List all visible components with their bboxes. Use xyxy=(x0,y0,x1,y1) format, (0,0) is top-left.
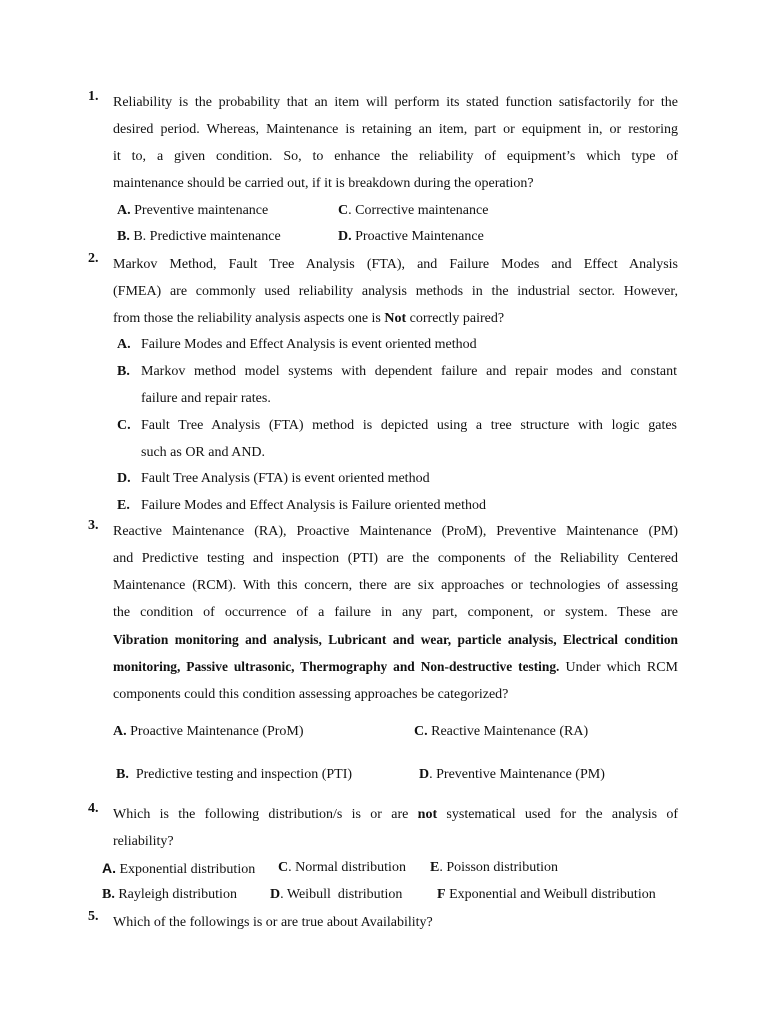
question-text: Which is the following distribution/s is or are not systematical used for the analysis of reliability? xyxy=(113,807,679,849)
option-d[interactable]: D. Proactive Maintenance xyxy=(338,229,484,244)
option-b[interactable]: B. Rayleigh distribution xyxy=(102,887,237,902)
option-c[interactable]: C. Corrective maintenance xyxy=(338,203,489,218)
option-c[interactable]: C. Reactive Maintenance (RA) xyxy=(414,724,589,739)
option-a[interactable]: A. Preventive maintenance xyxy=(117,203,269,218)
option-c[interactable]: C. Normal distribution xyxy=(278,860,406,875)
option-d[interactable]: D. Preventive Maintenance (PM) xyxy=(419,767,605,782)
question-number: 1. xyxy=(88,89,99,104)
question-number: 5. xyxy=(88,909,99,924)
question-number: 3. xyxy=(88,518,99,533)
option-b[interactable]: B. Markov method model systems with dependent failure and repair modes and constant failure and repair rates. xyxy=(117,364,677,406)
question-text: Which of the followings is or are true about Availability? xyxy=(113,915,433,930)
question-text: Reactive Maintenance (RA), Proactive Maintenance (ProM), Preventive Maintenance (PM) and Predictive testing and inspection (PTI) are the components of the Reliability Centered Maintenance (RCM). With this concern, there are six approaches or technologies of assessing the condition of occurrence of a failure in any part, component, or system. These are Vibration monitoring and analysis, Lubricant and wear, particle analysis, Electrical condition monitoring, Passive ultrasonic, Thermography and Non-destructive testing. Under which RCM components could this condition assessing approaches be categorized? xyxy=(113,524,679,702)
question-5 xyxy=(88,909,678,936)
question-number: 2. xyxy=(88,251,99,266)
question-1 xyxy=(88,89,678,197)
option-a[interactable]: A. Exponential distribution xyxy=(102,860,256,877)
question-number: 4. xyxy=(88,801,99,816)
option-f[interactable]: F Exponential and Weibull distribution xyxy=(437,887,656,902)
question-text: Markov Method, Fault Tree Analysis (FTA), and Failure Modes and Effect Analysis (FMEA) are commonly used reliability analysis methods in the industrial sector. However, from those the reliability analysis aspects one is Not correctly paired? xyxy=(113,257,678,326)
option-e[interactable]: E. Poisson distribution xyxy=(430,860,558,875)
option-e[interactable]: E. Failure Modes and Effect Analysis is Failure oriented method xyxy=(117,498,487,513)
question-4 xyxy=(88,801,678,855)
option-c[interactable]: C. Fault Tree Analysis (FTA) method is depicted using a tree structure with logic gates such as OR and AND. xyxy=(117,418,677,460)
option-b[interactable]: B. B. Predictive maintenance xyxy=(117,229,281,244)
option-a[interactable]: A. Failure Modes and Effect Analysis is event oriented method xyxy=(117,337,477,352)
option-d[interactable]: D. Weibull distribution xyxy=(270,887,403,902)
option-a[interactable]: A. Proactive Maintenance (ProM) xyxy=(113,724,304,739)
question-2 xyxy=(88,251,678,332)
option-b[interactable]: B. Predictive testing and inspection (PTI) xyxy=(116,767,353,782)
question-text: Reliability is the probability that an item will perform its stated function satisfactorily for the desired period. Whereas, Maintenance is retaining an item, part or equipment in, or restoring it to, a given condition. So, to enhance the reliability of equipment’s which type of maintenance should be carried out, if it is breakdown during the operation? xyxy=(113,95,678,191)
option-d[interactable]: D. Fault Tree Analysis (FTA) is event oriented method xyxy=(117,471,430,486)
question-3 xyxy=(88,518,678,708)
